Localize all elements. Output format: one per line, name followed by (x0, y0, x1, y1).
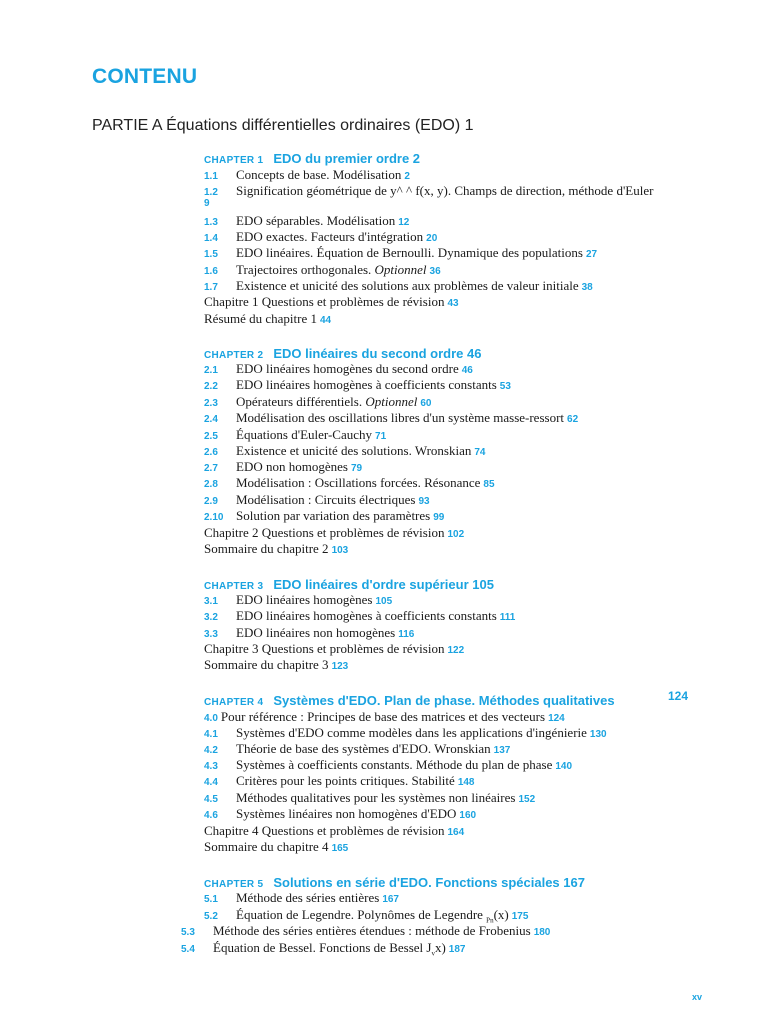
page-number: 12 (398, 217, 410, 228)
section-title: EDO linéaires. Équation de Bernoulli. Dynamique des populations (236, 245, 583, 260)
toc-entry (204, 262, 441, 279)
section-title: Méthodes qualitatives pour les systèmes non linéaires (236, 790, 516, 805)
chapter-title: Systèmes d'EDO. Plan de phase. Méthodes qualitatives (273, 693, 615, 708)
section-number: 5.1 (204, 894, 218, 905)
page-number: 53 (499, 381, 511, 392)
section-title: Concepts de base. Modélisation (236, 167, 402, 182)
section-number: 1.2 (204, 187, 218, 198)
section-title: Solution par variation des paramètres (236, 508, 431, 523)
page-number: 27 (585, 249, 598, 260)
toc-entry (204, 394, 431, 411)
section-number: 2.4 (204, 414, 218, 425)
subscript: v (431, 949, 435, 958)
review-title: Chapitre 3 Questions et problèmes de révision (204, 641, 445, 656)
page-number: 187 (448, 944, 466, 955)
review-title: Chapitre 2 Questions et problèmes de révision (204, 525, 445, 540)
chapter-1-heading (204, 150, 420, 168)
chapter-summary (204, 657, 348, 674)
chapter-review (204, 641, 464, 658)
optional-label: Optionnel (365, 394, 418, 409)
page-number: 44 (320, 315, 332, 326)
section-number: 4.1 (204, 729, 218, 740)
page-number: 123 (331, 661, 349, 672)
chapter-summary (204, 311, 331, 328)
chapter-review (204, 525, 464, 542)
toc-entry (204, 790, 535, 807)
page-number: 20 (426, 233, 438, 244)
page-number: 103 (331, 545, 349, 556)
page-number: 122 (447, 645, 465, 656)
chapter-title: Solutions en série d'EDO. Fonctions spéciales 167 (273, 875, 585, 890)
section-title: EDO linéaires homogènes (236, 592, 373, 607)
page-number: 36 (429, 266, 441, 277)
section-number: 1.4 (204, 233, 218, 244)
section-title: Modélisation : Circuits électriques (236, 492, 416, 507)
review-title: Chapitre 1 Questions et problèmes de révision (204, 294, 445, 309)
page-number: 160 (459, 810, 477, 821)
section-title: EDO linéaires homogènes à coefficients constants (236, 377, 497, 392)
toc-entry (204, 183, 653, 200)
section-number: 1.1 (204, 171, 218, 182)
toc-entry (204, 213, 409, 230)
section-title: Systèmes d'EDO comme modèles dans les applications d'ingénierie (236, 725, 587, 740)
toc-entry (204, 410, 578, 427)
toc-entry (181, 940, 465, 962)
section-title: Méthode des séries entières (236, 890, 380, 905)
section-title: Systèmes à coefficients constants. Méthode du plan de phase (236, 757, 553, 772)
page-number: 93 (418, 496, 430, 507)
toc-entry (204, 608, 515, 625)
section-title: EDO séparables. Modélisation (236, 213, 396, 228)
page-number: 74 (474, 447, 486, 458)
toc-entry (204, 508, 444, 525)
section-number: 5.4 (181, 944, 195, 955)
section-number: 3.2 (204, 612, 218, 623)
section-title: Modélisation des oscillations libres d'un système masse-ressort (236, 410, 565, 425)
toc-entry (204, 459, 362, 476)
section-title-suffix: (x) (493, 907, 509, 922)
optional-label: Optionnel (374, 262, 427, 277)
page-number: 111 (499, 612, 516, 623)
page-number: 60 (420, 398, 432, 409)
toc-entry (204, 890, 399, 907)
toc-entry (204, 475, 495, 492)
toc-entry (204, 229, 437, 246)
toc-entry (181, 923, 550, 940)
section-title: EDO linéaires homogènes à coefficients constants (236, 608, 497, 623)
page-number: 137 (493, 745, 511, 756)
page-folio: xv (692, 992, 703, 1002)
section-number: 2.10 (204, 512, 224, 523)
subscript: Pn (486, 916, 494, 925)
section-number: 4.5 (204, 794, 218, 805)
page-number: 148 (457, 777, 475, 788)
toc-entry (204, 427, 386, 444)
section-number: 2.7 (204, 463, 218, 474)
section-number: 3.3 (204, 629, 218, 640)
section-number: 2.5 (204, 431, 218, 442)
chapter-label: CHAPTER 2 (204, 350, 264, 361)
section-number: 1.3 (204, 217, 218, 228)
summary-title: Sommaire du chapitre 4 (204, 839, 329, 854)
section-title: Équation de Legendre. Polynômes de Legendre (236, 907, 483, 922)
section-number: 2.2 (204, 381, 218, 392)
toc-entry (204, 377, 511, 394)
section-title: Équations d'Euler-Cauchy (236, 427, 373, 442)
toc-entry (204, 443, 485, 460)
section-number: 2.8 (204, 479, 218, 490)
page-number: 62 (567, 414, 579, 425)
section-number: 4.4 (204, 777, 218, 788)
page-number: 99 (433, 512, 445, 523)
page-number: 180 (533, 927, 551, 938)
chapter-title: EDO linéaires d'ordre supérieur 105 (273, 577, 494, 592)
summary-title: Sommaire du chapitre 3 (204, 657, 329, 672)
section-number: 1.6 (204, 266, 218, 277)
chapter-4-heading (204, 692, 615, 710)
section-title: Existence et unicité des solutions aux problèmes de valeur initiale (236, 278, 579, 293)
page-number: 79 (350, 463, 363, 474)
chapter-label: CHAPTER 5 (204, 879, 264, 890)
page-number: 175 (511, 911, 529, 922)
chapter-review (204, 823, 464, 840)
page-number: 85 (483, 479, 495, 490)
page-number: 43 (447, 298, 459, 309)
toc-entry (204, 278, 593, 295)
section-title: Systèmes linéaires non homogènes d'EDO (236, 806, 457, 821)
chapter-title: EDO linéaires du second ordre 46 (273, 346, 482, 361)
chapter-title: EDO du premier ordre 2 (273, 151, 421, 166)
section-number: 1.7 (204, 282, 218, 293)
chapter-label: CHAPTER 3 (204, 581, 264, 592)
section-number: 2.9 (204, 496, 218, 507)
section-title: EDO non homogènes (236, 459, 348, 474)
page-number: 140 (555, 761, 573, 772)
page-number: 130 (589, 729, 607, 740)
section-title: Opérateurs différentiels. (236, 394, 363, 409)
section-number: 4.0 (204, 713, 218, 724)
page-number: 105 (375, 596, 393, 607)
section-number: 5.3 (181, 927, 195, 938)
section-title: Critères pour les points critiques. Stabilité (236, 773, 455, 788)
toc-entry (204, 361, 473, 378)
section-title: Signification géométrique de y^ ^ f(x, y). Champs de direction, méthode d'Euler (236, 183, 654, 198)
chapter-review (204, 294, 459, 311)
toc-entry (204, 709, 565, 726)
page-number: 102 (447, 529, 465, 540)
section-number: 2.6 (204, 447, 218, 458)
section-number: 2.3 (204, 398, 218, 409)
page-number: 38 (581, 282, 593, 293)
review-title: Chapitre 4 Questions et problèmes de révision (204, 823, 445, 838)
summary-title: Sommaire du chapitre 2 (204, 541, 329, 556)
section-title: Équation de Bessel. Fonctions de Bessel J (213, 940, 432, 955)
page-number: 2 (404, 171, 410, 182)
section-number: 5.2 (204, 911, 218, 922)
section-number: 2.1 (204, 365, 218, 376)
page-number: 167 (382, 894, 399, 905)
toc-entry (204, 245, 597, 262)
chapter-summary (204, 839, 348, 856)
section-number: 4.3 (204, 761, 218, 772)
toc-entry (204, 625, 414, 642)
toc-entry (204, 725, 607, 742)
toc-entry (204, 741, 510, 758)
toc-entry (204, 757, 572, 774)
section-title: Modélisation : Oscillations forcées. Résonance (236, 475, 481, 490)
page-number: 124 (548, 713, 565, 724)
section-number: 1.5 (204, 249, 218, 260)
toc-entry (204, 773, 475, 790)
page-number: 46 (461, 365, 473, 376)
section-title: Pour référence : Principes de base des matrices et des vecteurs (220, 709, 546, 724)
section-number: 3.1 (204, 596, 218, 607)
summary-title: Résumé du chapitre 1 (204, 311, 317, 326)
page-number: 164 (447, 827, 465, 838)
section-title: Trajectoires orthogonales. (236, 262, 372, 277)
toc-entry (204, 167, 410, 184)
page-number: 71 (375, 431, 387, 442)
page-number: 165 (331, 843, 349, 854)
toc-entry (204, 806, 476, 823)
chapter-label: CHAPTER 4 (204, 697, 264, 708)
section-title: Théorie de base des systèmes d'EDO. Wronskian (236, 741, 491, 756)
chapter-summary (204, 541, 348, 558)
part-title: PARTIE A Équations différentielles ordinaires (EDO) 1 (92, 117, 474, 134)
section-number: 4.6 (204, 810, 218, 821)
section-title: EDO linéaires non homogènes (236, 625, 396, 640)
chapter-label: CHAPTER 1 (204, 155, 264, 166)
chapter-4-page-number: 124 (668, 689, 689, 703)
page-number: 152 (518, 794, 536, 805)
toc-entry (204, 492, 430, 509)
toc-heading: CONTENU (92, 65, 198, 88)
section-title: Existence et unicité des solutions. Wronskian (236, 443, 472, 458)
toc-entry (204, 592, 392, 609)
section-title: EDO exactes. Facteurs d'intégration (236, 229, 424, 244)
section-number: 4.2 (204, 745, 218, 756)
section-title-suffix: x) (434, 940, 446, 955)
section-title: Méthode des séries entières étendues : méthode de Frobenius (213, 923, 531, 938)
section-title: EDO linéaires homogènes du second ordre (236, 361, 459, 376)
page-number: 9 (204, 198, 210, 209)
page-number: 116 (398, 629, 415, 640)
